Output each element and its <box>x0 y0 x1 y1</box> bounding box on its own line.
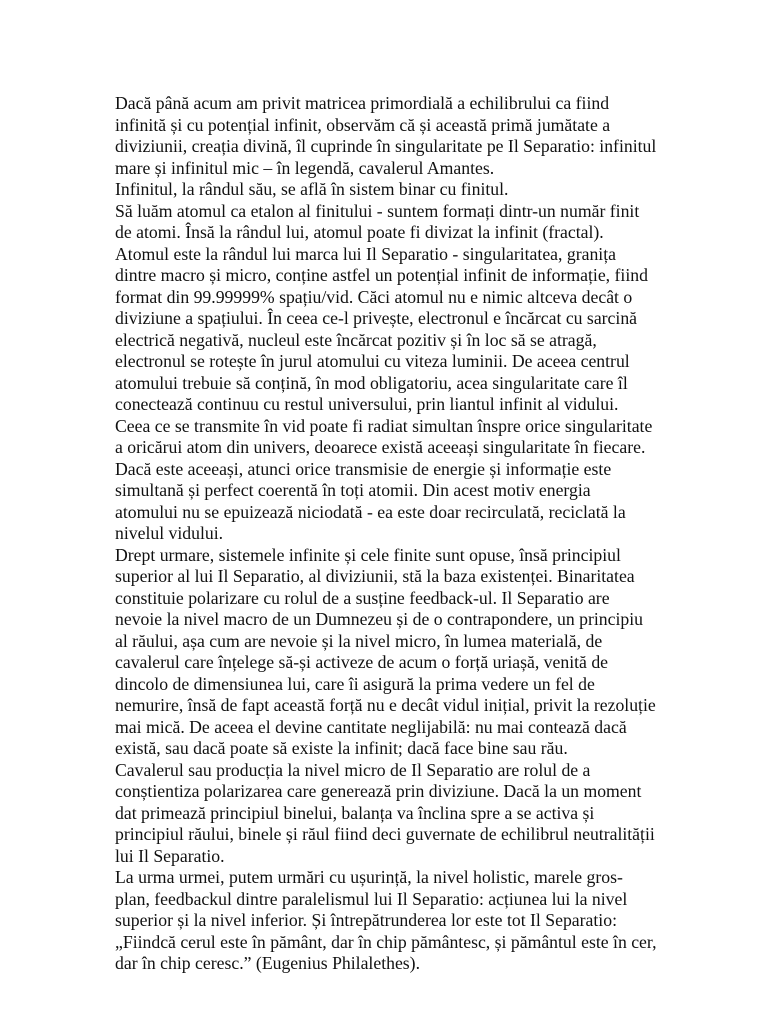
paragraph-3: Să luăm atomul ca etalon al finitului - suntem formați dintr-un număr finit de atomi. Însă la rândul lui, atomul poate fi divizat la infinit (fractal). Atomul este la rândul lui marca lui Il Separatio - singularitatea, granița dintre macro și micro, conține astfel un potențial infinit de informație, fiind format din 99.99999% spațiu/vid. Căci atomul nu e nimic altceva decât o diviziune a spațiului. În ceea ce-l privește, electronul e încărcat cu sarcină electrică negativă, nucleul este încărcat pozitiv și în loc să se atragă, electronul se rotește în jurul atomului cu viteza luminii. De aceea centrul atomului trebuie să conțină, în mod obligatoriu, acea singularitate care îl conectează continuu cu restul universului, prin liantul infinit al vidului. Ceea ce se transmite în vid poate fi radiat simultan înspre orice singularitate a oricărui atom din univers, deoarece există aceeași singularitate în fiecare. Dacă este aceeași, atunci orice transmisie de energie și informație este simultană și perfect coerentă în toți atomii. Din acest motiv energia atomului nu se epuizează niciodată - ea este doar recirculată, reciclată la nivelul vidului. <box>115 200 653 543</box>
paragraph-5: Cavalerul sau producția la nivel micro de Il Separatio are rolul de a conștientiza polarizarea care generează prin diviziune. Dacă la un moment dat primează principiul binelui, balanța va înclina spre a se activa și principiul răului, binele și răul fiind deci guvernate de echilibrul neutralității lui Il Separatio. <box>115 759 655 866</box>
paragraph-6: La urma urmei, putem urmări cu ușurință, la nivel holistic, marele gros-plan, feedbackul dintre paralelismul lui Il Separatio: acțiunea lui la nivel superior și la nivel inferior. Și întrepătrunderea lor este tot Il Separatio: „Fiindcă cerul este în pământ, dar în chip pământesc, și pământul este în cer, dar în chip ceresc.” (Eugenius Philalethes). <box>115 867 657 973</box>
paragraph-1: Dacă până acum am privit matricea primordială a echilibrului ca fiind infinită și cu potențial infinit, observăm că și această primă jumătate a diviziunii, creația divină, îl cuprinde în singularitate pe Il Separatio: infinitul mare și infinitul mic – în legendă, cavalerul Amantes. <box>115 93 657 178</box>
paragraph-4: Drept urmare, sistemele infinite și cele finite sunt opuse, însă principiul superior al lui Il Separatio, al diviziunii, stă la baza existenței. Binaritatea constituie polarizare cu rolul de a susține feedback-ul. Il Separatio are nevoie la nivel macro de un Dumnezeu și de o contrapondere, un principiu al răului, așa cum are nevoie și la nivel micro, în lumea materială, de cavalerul care înțelege să-și activeze de acum o forță uriașă, venită de dincolo de dimensiunea lui, care îi asigură la prima vedere un fel de nemurire, însă de fapt această forță nu e decât vidul inițial, privit la rezoluție mai mică. De aceea el devine cantitate neglijabilă: nu mai contează dacă există, sau dacă poate să existe la infinit; dacă face bine sau rău. <box>115 544 656 758</box>
document-page <box>115 93 657 975</box>
paragraph-2: Infinitul, la rândul său, se află în sistem binar cu finitul. <box>115 179 509 199</box>
